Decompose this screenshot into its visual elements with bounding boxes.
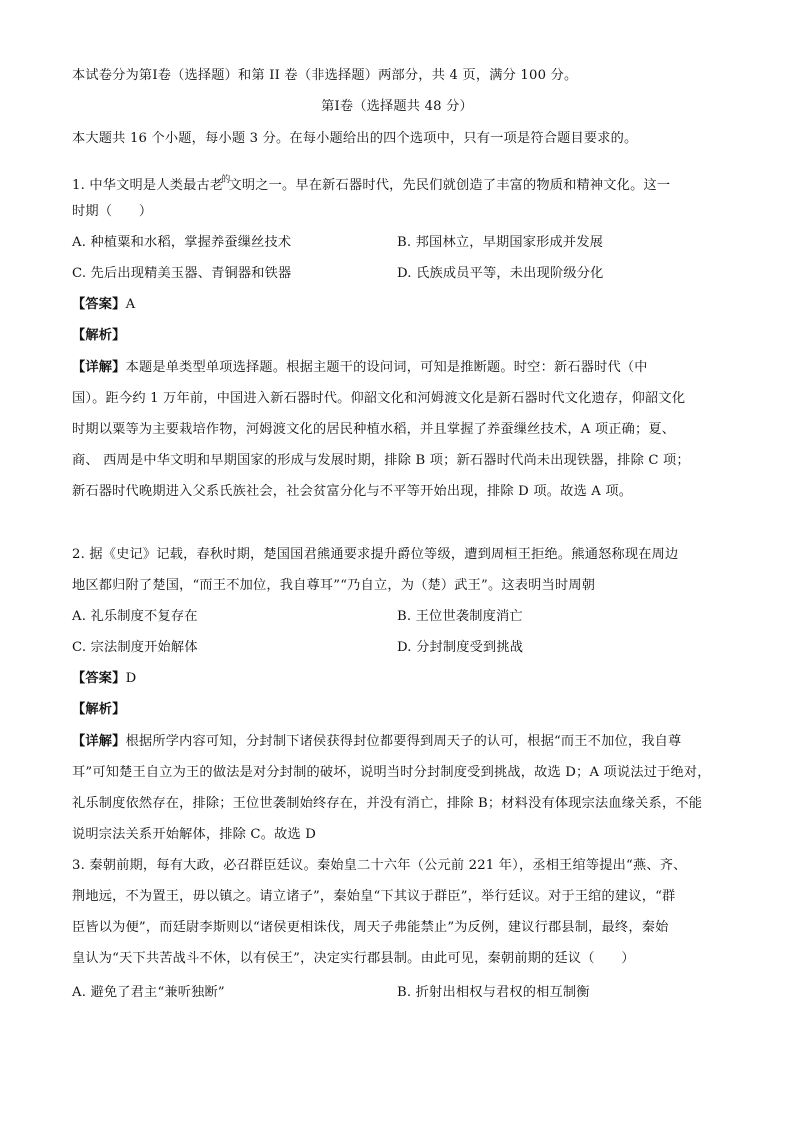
- q3-stem-line2: 荆地远，不为置王，毋以镇之。请立诸子”，秦始皇“下其议于群臣”，举行廷议。对于王绾的建议，“群: [72, 889, 676, 904]
- q1-stem-superscript: 的: [221, 175, 231, 185]
- q3-stem-line1: 3. 秦朝前期，每有大政，必召群臣廷议。秦始皇二十六年（公元前 221 年），丞相王绾等提出“燕、齐、: [72, 858, 687, 873]
- q2-detail-line3: 礼乐制度依然存在，排除；王位世袭制始终存在，并没有消亡，排除 B；材料没有体现宗法血缘关系，不能: [72, 796, 703, 811]
- exam-intro: 本试卷分为第Ⅰ卷（选择题）和第 II 卷（非选择题）两部分，共 4 页，满分 100 分。: [72, 68, 578, 83]
- q2-answer: [72, 669, 136, 689]
- q2-answer-label: 【答案】: [72, 671, 126, 686]
- q2-stem-line2: 地区都归附了楚国，“而王不加位，我自尊耳”“乃自立，为（楚）武王”。这表明当时周朝: [72, 578, 596, 593]
- q2-analysis-label: 【解析】: [72, 702, 126, 717]
- q1-stem-part-a: 1. 中华文明是人类最古老: [72, 178, 224, 193]
- q1-detail-line1: [72, 358, 648, 378]
- q1-answer: [72, 295, 135, 315]
- q1-answer-value: A: [125, 297, 136, 312]
- q1-detail-text1: 本题是单类型单项选择题。根据主题干的设问词，可知是推断题。时空：新石器时代（中: [125, 360, 648, 375]
- q2-option-c: C. 宗法制度开始解体: [72, 640, 198, 655]
- q1-option-b: B. 邦国林立，早期国家形成并发展: [397, 235, 604, 250]
- q2-detail-label: 【详解】: [72, 734, 126, 749]
- section-instructions: 本大题共 16 个小题，每小题 3 分。在每小题给出的四个选项中，只有一项是符合题目要求的。: [72, 131, 638, 146]
- q1-answer-label: 【答案】: [72, 297, 126, 312]
- q2-detail-line1: [72, 732, 681, 752]
- q3-stem-line3: 臣皆以为便”，而廷尉李斯则以“诸侯更相诛伐，周天子弗能禁止”为反例，建议行郡县制，最终，秦始: [72, 920, 669, 935]
- q2-option-b: B. 王位世袭制度消亡: [397, 609, 523, 624]
- q3-stem-line4: 皇认为“天下共苦战斗不休，以有侯王”，决定实行郡县制。由此可见，秦朝前期的廷议（ ）: [72, 951, 635, 966]
- q1-option-a: A. 种植粟和水稻，掌握养蚕缫丝技术: [72, 235, 292, 250]
- q1-analysis-label: 【解析】: [72, 328, 126, 343]
- q1-detail-line2: 国）。距今约 1 万年前，中国进入新石器时代。仰韶文化和河姆渡文化是新石器时代文化遗存，仰韶文化: [72, 391, 686, 406]
- q2-detail-line2: 耳”可知楚王自立为王的做法是对分封制的破坏，说明当时分封制度受到挑战，故选 D；A 项说法过于绝对，: [72, 765, 711, 780]
- q1-stem-line2: 时期（ ）: [72, 204, 153, 219]
- q1-option-c: C. 先后出现精美玉器、青铜器和铁器: [72, 266, 292, 281]
- q1-stem-line1: [72, 170, 670, 196]
- q1-detail-line4: 商、 西周是中华文明和早期国家的形成与发展时期，排除 B 项；新石器时代尚未出现铁器，排除 C 项；: [72, 453, 690, 468]
- q2-detail-text1: 根据所学内容可知，分封制下诸侯获得封位都要得到周天子的认可，根据“而王不加位，我自尊: [125, 734, 682, 749]
- q1-option-d: D. 氏族成员平等，未出现阶级分化: [397, 266, 604, 281]
- section-title: 第Ⅰ卷（选择题共 48 分）: [321, 99, 473, 114]
- q2-option-a: A. 礼乐制度不复存在: [72, 609, 198, 624]
- q1-detail-label: 【详解】: [72, 360, 126, 375]
- q1-stem-part-b: 文明之一。早在新石器时代，先民们就创造了丰富的物质和精神文化。这一: [228, 178, 671, 193]
- q2-option-d: D. 分封制度受到挑战: [397, 640, 524, 655]
- q2-answer-value: D: [125, 671, 137, 686]
- q3-option-a: A. 避免了君主“兼听独断”: [72, 985, 225, 1000]
- q2-stem-line1: 2. 据《史记》记载，春秋时期，楚国国君熊通要求提升爵位等级，遭到周桓王拒绝。熊通怒称现在周边: [72, 547, 679, 562]
- q2-detail-line4: 说明宗法关系开始解体，排除 C。故选 D: [72, 827, 317, 842]
- q3-option-b: B. 折射出相权与君权的相互制衡: [397, 985, 590, 1000]
- q1-detail-line5: 新石器时代晚期进入父系氏族社会，社会贫富分化与不平等开始出现，排除 D 项。故选 A 项。: [72, 484, 633, 499]
- q1-detail-line3: 时期以粟等为主要栽培作物，河姆渡文化的居民种植水稻，并且掌握了养蚕缫丝技术，A 项正确；夏、: [72, 422, 676, 437]
